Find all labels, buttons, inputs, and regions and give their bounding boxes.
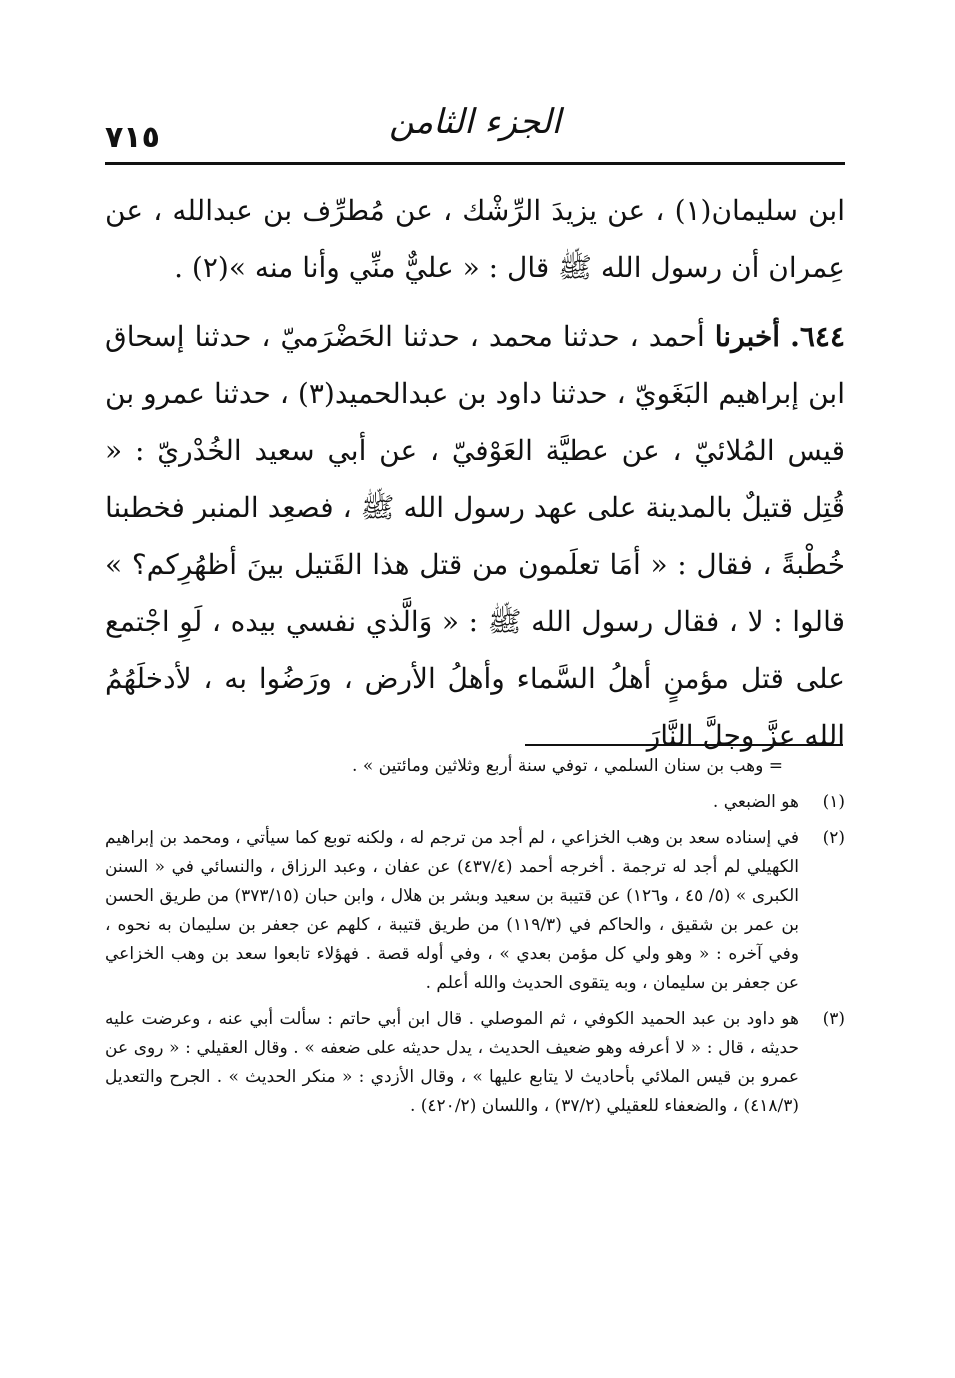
running-title: الجزء الثامن	[389, 102, 561, 142]
footnote-text: في إسناده سعد بن وهب الخزاعي ، لم أجد من ترجم له ، ولكنه توبع كما سيأتي ، ومحمد بن إبراهيم الكهيلي لم أجد له ترجمة . أخرجه أحمد (٤٣٧/٤) عن عفان ، وعبد الرزاق ، والنسائي في « السنن الكبرى » (٥/ ٤٥ ، و١٢٦) عن قتيبة بن سعيد وبشر بن هلال ، وابن حبان (٣٧٣/١٥) من طريق الحسن بن عمر بن شقيق ، والحاكم في (١١٩/٣) من طريق قتيبة ، كلهم عن جعفر بن سليمان به نحوه ، وفي آخره : « وهو ولي كل مؤمن بعدي » ، وفي أوله قصة . فهؤلاء تابعوا سعد بن وهب الخزاعي عن جعفر بن سليمان ، وبه يتقوى الحديث والله أعلم .	[105, 828, 800, 993]
hadith-lead-word: أخبرنا	[714, 320, 781, 353]
footnote-text: هو الضبعي .	[712, 792, 799, 812]
paragraph-gap	[105, 296, 845, 308]
footnote-mark: (٢)	[822, 828, 845, 848]
footnote-mark: (٣)	[822, 1009, 845, 1029]
footnote-2	[105, 824, 845, 998]
hadith-number: ٦٤٤.	[790, 320, 845, 353]
footnotes	[105, 752, 845, 1128]
page-header	[105, 100, 845, 165]
page-number: ٧١٥	[105, 120, 160, 155]
hadith-text: أحمد ، حدثنا محمد ، حدثنا الحَضْرَميّ ، حدثنا إسحاق ابن إبراهيم البَغَويّ ، حدثنا داود بن عبدالحميد(٣) ، حدثنا عمرو بن قيس المُلائيّ ، عن عطيَّة العَوْفيّ ، عن أبي سعيد الخُدْريّ : « قُتِل قتيلٌ بالمدينة على عهد رسول الله ﷺ ، فصعِد المنبر فخطبنا خُطْبةً ، فقال : « أمَا تعلَمون من قتل هذا القَتيل بينَ أظهُرِكم؟ » قالوا : لا ، فقال رسول الله ﷺ : « وَالَّذي نفسي بيده ، لَوِ اجْتمع على قتل مؤمنٍ أهلُ السَّماء وأهلُ الأرض ، ورَضُوا به ، لأدخلَهُمُ الله عزَّ وجلَّ النَّارَ	[105, 320, 845, 752]
footnote-text: هو داود بن عبد الحميد الكوفي ، ثم الموصلي . قال ابن أبي حاتم : سألت أبي عنه ، وعرضت عليه حديثه ، قال : « لا أعرفه وهو ضعيف الحديث ، يدل حديثه على ضعفه » . وقال العقيلي : « روى عن عمرو بن قيس الملائي بأحاديث لا يتابع عليها » ، وقال الأزدي : « منكر الحديث » . الجرح والتعديل (٤١٨/٣) ، والضعفاء للعقيلي (٣٧/٢) ، واللسان (٤٢٠/٢) .	[105, 1009, 799, 1116]
main-text	[105, 182, 845, 764]
footnote-divider	[525, 744, 843, 746]
footnote-3	[105, 1005, 845, 1121]
footnote-1	[105, 788, 845, 817]
paragraph-continuation: ابن سليمان(١) ، عن يزيدَ الرِّشْك ، عن مُطرِّف بن عبدالله ، عن عِمران أن رسول الله ﷺ قال : « عليٌّ منِّي وأنا منه »(٢) .	[105, 194, 845, 284]
paragraph-hadith-644	[105, 308, 845, 764]
footnote-mark: (١)	[822, 792, 845, 812]
footnote-continuation: = وهب بن سنان السلمي ، توفي سنة أربع وثلاثين ومائتين » .	[352, 756, 783, 776]
